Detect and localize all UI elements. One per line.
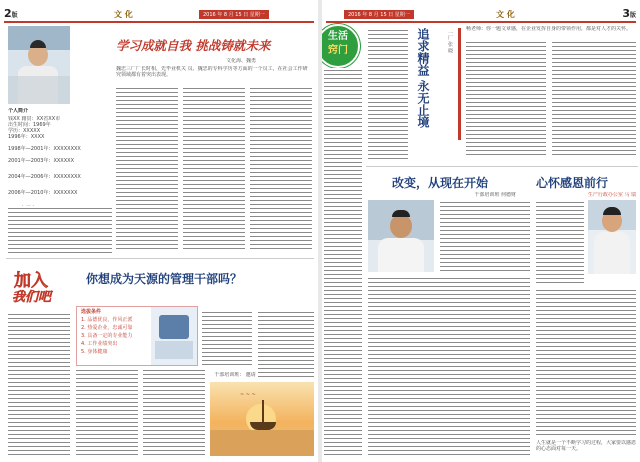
profile-item: 2004年—2006年：XXXXXXXX bbox=[8, 174, 81, 180]
left-page-number: 2版 bbox=[4, 7, 18, 20]
criteria-photo bbox=[151, 307, 197, 365]
tips-article-col bbox=[368, 28, 408, 162]
q-article-body-4 bbox=[202, 310, 252, 368]
criteria-item: 2. 热爱企业，忠诚可靠 bbox=[81, 325, 133, 331]
profile-sidebar-label: 个人简介 bbox=[8, 108, 29, 114]
q-article-body-2 bbox=[76, 368, 138, 456]
right-page-header bbox=[326, 7, 636, 21]
profile-item: 出生时间：1969年 bbox=[8, 122, 51, 128]
right-section-name: 文 化 bbox=[496, 10, 515, 19]
criteria-item: 3. 具备一定的专业能力 bbox=[81, 333, 133, 339]
vertical-title: 追求精益 永无止境 bbox=[416, 28, 430, 129]
story1-body-1 bbox=[440, 200, 530, 272]
right-page bbox=[322, 0, 640, 462]
story1-body-2 bbox=[368, 276, 530, 456]
q-article-body-1 bbox=[8, 312, 70, 456]
story2-byline: 生产行政办公室 马 瑞 bbox=[587, 192, 636, 198]
left-issue-date: 2016 年 8 月 15 日 星期一 bbox=[199, 10, 269, 19]
profile-item: 1998年—2001年：XXXXXXXX bbox=[8, 146, 81, 152]
story1-byline: 干部培训班 何德财 bbox=[474, 192, 516, 198]
left-article-body-2 bbox=[183, 86, 245, 250]
left-page bbox=[0, 0, 318, 462]
life-tips-badge bbox=[322, 24, 360, 68]
story2-body-2 bbox=[536, 288, 636, 438]
profile-item: 2006年—2010年：XXXXXXX bbox=[8, 190, 78, 196]
right-page-number: 3版 bbox=[622, 7, 636, 20]
left-section-name: 文 化 bbox=[114, 10, 133, 19]
right-top-body-2 bbox=[552, 40, 636, 158]
q-caption: 干部培训班： 邀请 bbox=[214, 372, 256, 378]
right-issue-date: 2016 年 8 月 15 日 星期一 bbox=[344, 10, 414, 19]
left-article-body-3 bbox=[250, 86, 312, 250]
vertical-subtitle: 一厂 张 晓 bbox=[447, 30, 453, 54]
left-lead-text: 魏忠三厂厂长时相，先毕业机关 员、魏忠的专科学历等方面的一个员工，在社会工作研究领域都有着突出表现。 bbox=[116, 66, 308, 78]
profile-item: 1996年：XXXX bbox=[8, 134, 45, 140]
profile-item: 学历：XXXXX bbox=[8, 128, 41, 134]
q-article-body-5 bbox=[258, 310, 314, 378]
story2-body-1 bbox=[536, 200, 584, 284]
criteria-item: 5. 身体健康 bbox=[81, 349, 108, 355]
life-tips-text bbox=[324, 68, 362, 456]
left-byline: 文化海、魏勇 bbox=[225, 58, 256, 64]
story1-title: 改变，从现在开始 bbox=[392, 176, 489, 190]
story2-title: 心怀感恩前行 bbox=[536, 176, 609, 190]
join-us-line1: 加入 bbox=[14, 271, 48, 291]
criteria-item: 1. 品德优良，作风正派 bbox=[81, 317, 133, 323]
sunset-boat-illustration: ~ ~ ~ bbox=[210, 382, 314, 456]
life-tips-line1: 生活 bbox=[328, 31, 348, 42]
criteria-box bbox=[76, 306, 198, 366]
life-tips-line2: 窍门 bbox=[328, 45, 348, 56]
left-article-body-1 bbox=[116, 86, 178, 250]
left-page-header bbox=[4, 7, 314, 21]
profile-item: 2001年—2003年：XXXXXX bbox=[8, 158, 75, 164]
right-header-rule bbox=[326, 21, 636, 23]
vertical-title-ornament bbox=[458, 28, 461, 140]
right-intro-text: 畅老师：你一题文章感，在企业发挥自身的带领作用，都是对人才的关怀。 bbox=[466, 26, 632, 32]
story2-portrait-photo bbox=[588, 200, 636, 274]
criteria-item: 4. 工作业绩突出 bbox=[81, 341, 118, 347]
q-article-body-3 bbox=[143, 368, 205, 456]
left-profile-photo bbox=[8, 26, 70, 104]
question-headline: 你想成为天源的管理干部吗？ bbox=[86, 272, 243, 286]
right-mid-divider bbox=[366, 166, 638, 167]
right-top-body-1 bbox=[466, 40, 546, 158]
left-header-rule bbox=[4, 21, 314, 23]
join-us-line2: 我们吧 bbox=[12, 290, 52, 305]
criteria-title: 选拔条件 bbox=[81, 309, 102, 315]
right-mid-body bbox=[466, 56, 546, 57]
profile-item: 钱XX 籍贯：XX省XX市 bbox=[8, 116, 61, 122]
left-section-divider bbox=[6, 258, 314, 259]
profile-list-continued bbox=[8, 206, 112, 256]
right-bottom-text: 人生就是一个不断学习的过程，大家要以感恩的心态面对每一天。 bbox=[536, 440, 636, 452]
left-headline: 学习成就自我 挑战铸就未来 bbox=[116, 38, 271, 53]
join-us-badge bbox=[10, 266, 74, 308]
story1-portrait-photo bbox=[368, 200, 434, 272]
